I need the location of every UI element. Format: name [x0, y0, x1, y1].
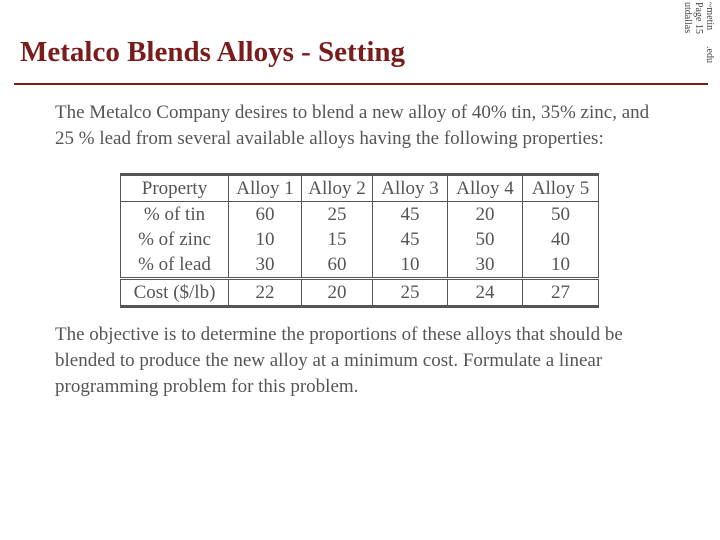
column-header: Alloy 1 — [229, 175, 302, 202]
column-header: Alloy 5 — [523, 175, 599, 202]
cost-row — [121, 279, 599, 307]
table-cell: 20 — [302, 279, 373, 307]
table-cell: 60 — [302, 252, 373, 279]
side-note-line: utdallas — [682, 2, 693, 34]
column-header: Alloy 4 — [448, 175, 523, 202]
table-cell: 30 — [229, 252, 302, 279]
column-header: Alloy 3 — [373, 175, 448, 202]
table-cell: 10 — [523, 252, 599, 279]
table-cell: 25 — [302, 202, 373, 228]
table-cell: 45 — [373, 227, 448, 252]
side-note-line: .edu — [704, 46, 715, 63]
alloy-properties-table — [120, 173, 599, 308]
table-cell: 60 — [229, 202, 302, 228]
table-row — [121, 202, 599, 228]
title-underline — [14, 83, 708, 85]
table-row — [121, 227, 599, 252]
table-cell: 27 — [523, 279, 599, 307]
table-cell: 30 — [448, 252, 523, 279]
table-cell: 50 — [448, 227, 523, 252]
table-cell: 10 — [373, 252, 448, 279]
side-note — [669, 2, 715, 78]
table-cell: 15 — [302, 227, 373, 252]
table-cell: % of zinc — [121, 227, 229, 252]
table-header-row — [121, 175, 599, 202]
table-row — [121, 252, 599, 279]
table-cell: Cost ($/lb) — [121, 279, 229, 307]
table-cell: 20 — [448, 202, 523, 228]
column-header: Property — [121, 175, 229, 202]
table-cell: 40 — [523, 227, 599, 252]
intro-paragraph: The Metalco Company desires to blend a new alloy of 40% tin, 35% zinc, and 25 % lead from several available alloys having the following properties: — [55, 102, 650, 149]
table-cell: 24 — [448, 279, 523, 307]
table-cell: 50 — [523, 202, 599, 228]
side-note-line: ~metin — [704, 2, 715, 31]
table-cell: 25 — [373, 279, 448, 307]
table-cell: 45 — [373, 202, 448, 228]
column-header: Alloy 2 — [302, 175, 373, 202]
objective-paragraph: The objective is to determine the proportions of these alloys that should be blended to produce the new alloy at a minimum cost. Formulate a linear programming problem for this problem. — [55, 324, 623, 397]
slide-title: Metalco Blends Alloys - Setting — [20, 36, 406, 68]
table-cell: 10 — [229, 227, 302, 252]
table-cell: % of tin — [121, 202, 229, 228]
table-cell: 22 — [229, 279, 302, 307]
table-cell: % of lead — [121, 252, 229, 279]
side-note-line: Page 15 — [693, 2, 704, 34]
